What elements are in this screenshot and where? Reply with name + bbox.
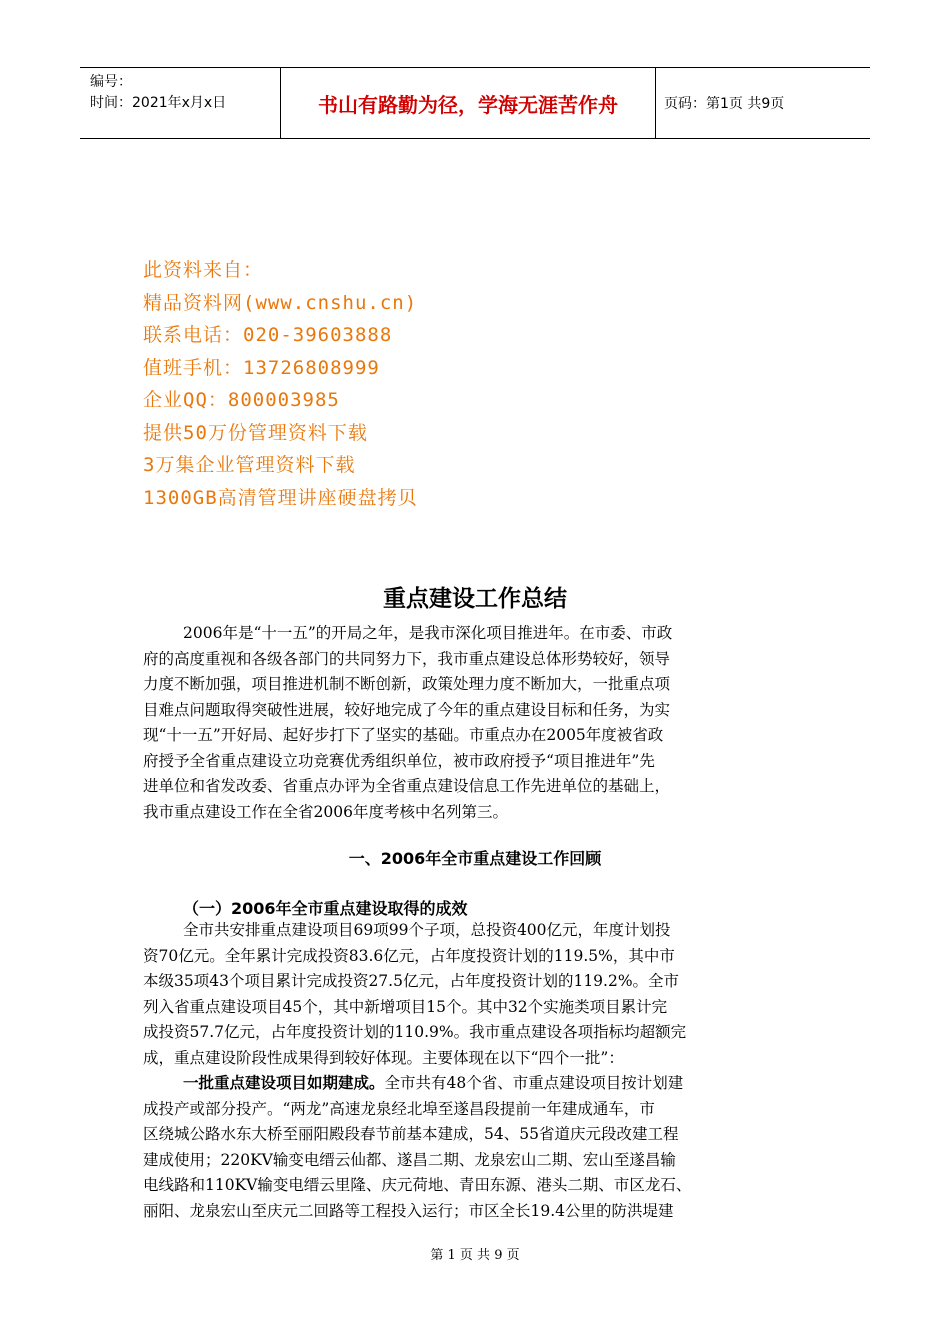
promo-line: 此资料来自： — [143, 259, 264, 281]
paragraph-line: 区绕城公路水东大桥至丽阳殿段春节前基本建成，54、55省道庆元段改建工程 — [143, 1125, 679, 1143]
promo-block — [143, 254, 418, 514]
paragraph-line: 电线路和110KV输变电缙云里隆、庆元荷地、青田东源、港头二期、市区龙石、 — [143, 1176, 692, 1194]
header-meta — [80, 68, 280, 138]
promo-line: 1300GB高清管理讲座硬盘拷贝 — [143, 486, 418, 509]
promo-line: 精品资料网(www.cnshu.cn) — [143, 291, 418, 314]
paragraph-line: 现“十一五”开好局、起好步打下了坚实的基础。市重点办在2005年度被省政 — [143, 726, 664, 744]
page-info: 页码：第1页 共9页 — [664, 96, 785, 112]
paragraph-line: 府的高度重视和各级各部门的共同努力下，我市重点建设总体形势较好，领导 — [143, 649, 671, 668]
paragraph-line: 列入省重点建设项目45个，其中新增项目15个。其中32个实施类项目累计完 — [143, 997, 668, 1016]
subsection-heading: （一）2006年全市重点建设取得的成效 — [183, 899, 468, 918]
paragraph-line: 力度不断加强，项目推进机制不断创新，政策处理力度不断加大，一批重点项 — [143, 675, 671, 693]
page-footer: 第 1 页 共 9 页 — [430, 1248, 520, 1263]
promo-line: 值班手机：13726808999 — [143, 356, 380, 379]
promo-line: 提供50万份管理资料下载 — [143, 421, 368, 444]
paragraph-line: 资70亿元。全年累计完成投资83.6亿元，占年度投资计划的119.5%，其中市 — [143, 946, 675, 965]
promo-line: 联系电话：020-39603888 — [143, 324, 393, 346]
document-title: 重点建设工作总结 — [383, 586, 567, 612]
header-table — [80, 67, 870, 139]
time-label: 时间：2021年x月x日 — [90, 95, 227, 111]
paragraph-line: 全市共安排重点建设项目69项99个子项，总投资400亿元，年度计划投 — [183, 921, 671, 939]
paragraph-line: 我市重点建设工作在全省2006年度考核中名列第三。 — [143, 802, 508, 821]
paragraph-line: 目难点问题取得突破性进展，较好地完成了今年的重点建设目标和任务，为实 — [143, 700, 671, 719]
paragraph-lead: 一批重点建设项目如期建成。 — [183, 1074, 385, 1092]
paragraph-line: 丽阳、龙泉宏山至庆元二回路等工程投入运行；市区全长19.4公里的防洪堤建 — [143, 1201, 674, 1220]
paragraph-line: 进单位和省发改委、省重点办评为全省重点建设信息工作先进单位的基础上， — [143, 777, 671, 795]
paragraph-line: 成投资57.7亿元，占年度投资计划的110.9%。我市重点建设各项指标均超额完 — [143, 1023, 687, 1041]
paragraph-line — [143, 1071, 803, 1097]
paragraph-line: 本级35项43个项目累计完成投资27.5亿元，占年度投资计划的119.2%。全市 — [143, 972, 680, 990]
paragraph-line: 建成使用；220KV输变电缙云仙都、遂昌二期、龙泉宏山二期、宏山至遂昌输 — [143, 1150, 676, 1169]
number-label: 编号： — [90, 74, 132, 90]
section-heading: 一、2006年全市重点建设工作回顾 — [348, 849, 602, 868]
paragraph-line: 府授予全省重点建设立功竞赛优秀组织单位，被市政府授予“项目推进年”先 — [143, 751, 655, 770]
motto: 书山有路勤为径，学海无涯苦作舟 — [280, 68, 656, 138]
paragraph-text: 全市共有48个省、市重点建设项目按计划建 — [384, 1074, 684, 1092]
body-paragraph-2 — [143, 1071, 803, 1224]
intro-paragraph — [143, 621, 803, 825]
promo-line: 3万集企业管理资料下载 — [143, 454, 356, 476]
paragraph-line: 2006年是“十一五”的开局之年，是我市深化项目推进年。在市委、市政 — [183, 624, 673, 642]
paragraph-line: 成，重点建设阶段性成果得到较好体现。主要体现在以下“四个一批”： — [143, 1048, 624, 1067]
body-paragraph-1 — [143, 918, 803, 1071]
promo-line: 企业QQ：800003985 — [143, 389, 340, 411]
paragraph-line: 成投产或部分投产。“两龙”高速龙泉经北埠至遂昌段提前一年建成通车，市 — [143, 1099, 655, 1118]
